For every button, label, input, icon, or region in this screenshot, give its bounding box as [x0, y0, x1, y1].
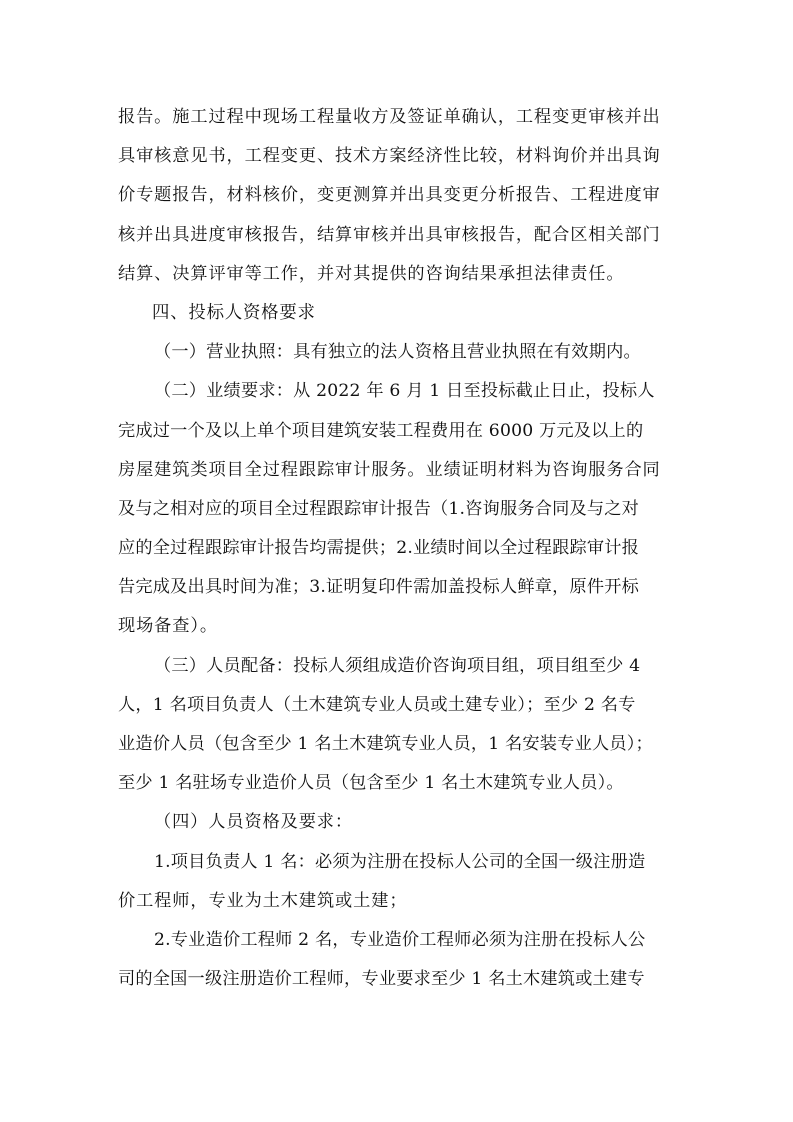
text-line: 完成过一个及以上单个项目建筑安装工程费用在 6000 万元及以上的 — [118, 420, 644, 441]
text-line: 应的全过程跟踪审计报告均需提供；2.业绩时间以全过程跟踪审计报 — [118, 538, 640, 559]
paragraph-scope-of-work — [118, 98, 678, 294]
item-staff-qualifications — [118, 803, 678, 842]
text-line: 核并出具进度审核报告，结算审核并出具审核报告，配合区相关部门 — [118, 224, 661, 245]
text-line: 及与之相对应的项目全过程跟踪审计报告（1.咨询服务合同及与之对 — [118, 498, 640, 519]
text-line: 具审核意见书，工程变更、技术方案经济性比较，材料询价并出具询 — [118, 146, 661, 167]
text-line: 价工程师，专业为土木建筑或土建； — [118, 890, 408, 911]
text-line: 1.项目负责人 1 名：必须为注册在投标人公司的全国一级注册造 — [154, 851, 646, 872]
item-performance-requirement — [118, 372, 678, 646]
section-heading: 四、投标人资格要求 — [152, 302, 316, 323]
text-line: （三）人员配备：投标人须组成造价咨询项目组，项目组至少 4 — [154, 655, 641, 676]
document-body — [118, 98, 678, 999]
text-line: （四）人员资格及要求： — [154, 812, 353, 833]
text-line: （一）营业执照：具有独立的法人资格且营业执照在有效期内。 — [154, 342, 641, 363]
subitem-cost-engineers — [118, 921, 678, 999]
text-line: 业造价人员（包含至少 1 名土木建筑专业人员，1 名安装专业人员）； — [118, 734, 653, 754]
text-line: 2.专业造价工程师 2 名，专业造价工程师必须为注册在投标人公 — [154, 929, 646, 950]
text-line: 至少 1 名驻场专业造价人员（包含至少 1 名土木建筑专业人员）。 — [118, 773, 624, 794]
text-line: 人，1 名项目负责人（土木建筑专业人员或土建专业）；至少 2 名专 — [118, 694, 636, 715]
text-line: （二）业绩要求：从 2022 年 6 月 1 日至投标截止日止，投标人 — [154, 381, 655, 402]
subitem-project-leader — [118, 843, 678, 921]
text-line: 现场备查）。 — [118, 616, 218, 637]
text-line: 结算、决算评审等工作，并对其提供的咨询结果承担法律责任。 — [118, 263, 625, 284]
text-line: 价专题报告，材料核价，变更测算并出具变更分析报告、工程进度审 — [118, 185, 661, 206]
text-line: 告完成及出具时间为准；3.证明复印件需加盖投标人鲜章，原件开标 — [118, 577, 640, 598]
text-line: 房屋建筑类项目全过程跟踪审计服务。业绩证明材料为咨询服务合同 — [118, 459, 661, 480]
text-line: 司的全国一级注册造价工程师，专业要求至少 1 名土木建筑或土建专 — [118, 969, 645, 990]
text-line: 报告。施工过程中现场工程量收方及签证单确认，工程变更审核并出 — [118, 107, 661, 127]
item-business-license — [118, 333, 678, 372]
item-staffing — [118, 647, 678, 804]
